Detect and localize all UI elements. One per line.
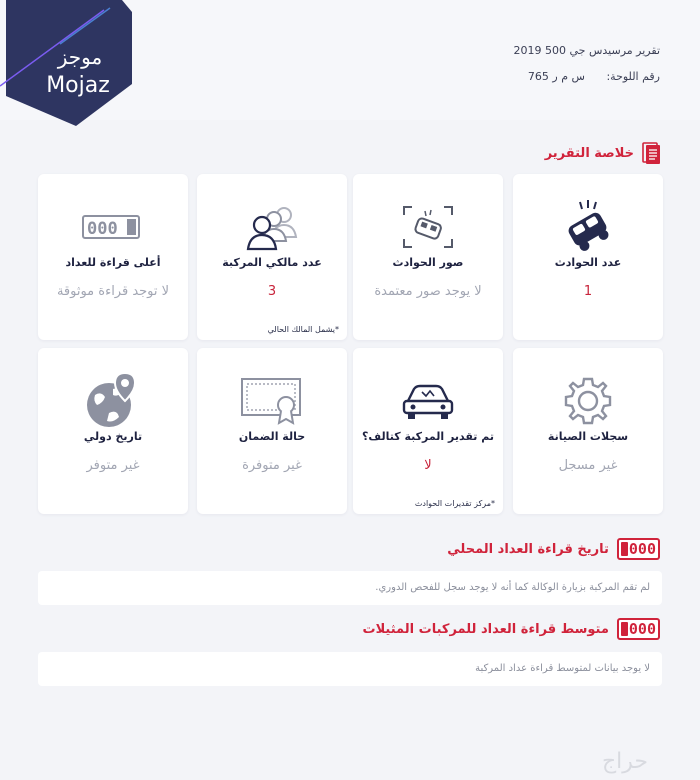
card-value: 3 xyxy=(267,284,277,299)
logo-arabic: موجز xyxy=(57,45,103,69)
report-header xyxy=(514,44,660,96)
card-accident-photos[interactable] xyxy=(353,174,503,340)
card-title: حالة الضمان xyxy=(238,430,306,443)
card-title: عدد مالكي المركبة xyxy=(222,256,322,269)
card-note: *يشمل المالك الحالي xyxy=(267,325,339,334)
card-value: غير متوفر xyxy=(86,458,140,473)
report-title: تقرير مرسيدس جي 500 2019 xyxy=(513,44,660,57)
similar-odometer-title xyxy=(363,618,661,640)
card-title: عدد الحوادث xyxy=(554,256,622,269)
mojaz-logo[interactable] xyxy=(0,0,140,130)
card-value: لا توجد قراءة موثوقة xyxy=(56,284,170,299)
card-title: تم تقدير المركبة كتالف؟ xyxy=(362,430,494,443)
similar-odometer-info: لا يوجد بيانات لمتوسط قراءة عداد المركبة xyxy=(38,652,662,686)
certificate-icon xyxy=(197,370,347,432)
card-accidents-count[interactable] xyxy=(513,174,663,340)
owners-icon xyxy=(197,196,347,258)
damaged-car-icon xyxy=(353,370,503,432)
card-warranty-status[interactable] xyxy=(197,348,347,514)
similar-odometer-title-text: متوسط قراءة العداد للمركبات المثيلات xyxy=(362,621,609,637)
card-owners-count[interactable] xyxy=(197,174,347,340)
card-value: غير مسجل xyxy=(558,458,618,473)
card-note: *مركز تقديرات الحوادث xyxy=(414,499,495,508)
odometer-badge-icon: 000 xyxy=(617,538,660,560)
odometer-badge-icon: 000 xyxy=(617,618,660,640)
card-title: أعلى قراءة للعداد xyxy=(65,256,161,269)
svg-text:000: 000 xyxy=(87,219,118,239)
card-value: غير متوفرة xyxy=(242,458,302,473)
gear-icon xyxy=(513,370,663,432)
summary-title-text: خلاصة التقرير xyxy=(544,145,634,161)
summary-section-title xyxy=(545,142,660,164)
card-value: لا xyxy=(424,458,432,473)
card-international-history[interactable] xyxy=(38,348,188,514)
card-maintenance-records[interactable] xyxy=(513,348,663,514)
card-total-loss[interactable] xyxy=(353,348,503,514)
accident-photo-icon xyxy=(353,196,503,258)
card-title: سجلات الصيانة xyxy=(547,430,629,443)
card-value: 1 xyxy=(583,284,593,299)
haraj-watermark xyxy=(560,746,690,776)
odometer-icon xyxy=(38,196,188,258)
svg-text:حراج: حراج xyxy=(601,749,649,774)
globe-pin-icon xyxy=(38,370,188,432)
card-title: تاريخ دولي xyxy=(83,430,143,443)
plate-value: س م ر 765 xyxy=(527,70,585,83)
local-odometer-title-text: تاريخ قراءة العداد المحلي xyxy=(447,541,609,557)
logo-latin: Mojaz xyxy=(46,73,110,98)
card-title: صور الحوادث xyxy=(392,256,464,269)
plate-label: رقم اللوحة: xyxy=(606,70,660,83)
local-odometer-info: لم تقم المركبة بزيارة الوكالة كما أنه لا يوجد سجل للفحص الدوري. xyxy=(38,571,662,605)
crashed-car-icon xyxy=(513,196,663,258)
card-value: لا يوجد صور معتمدة xyxy=(374,284,482,299)
local-odometer-title xyxy=(447,538,660,560)
document-icon xyxy=(642,142,660,164)
card-max-odometer[interactable] xyxy=(38,174,188,340)
plate-row xyxy=(514,70,660,96)
